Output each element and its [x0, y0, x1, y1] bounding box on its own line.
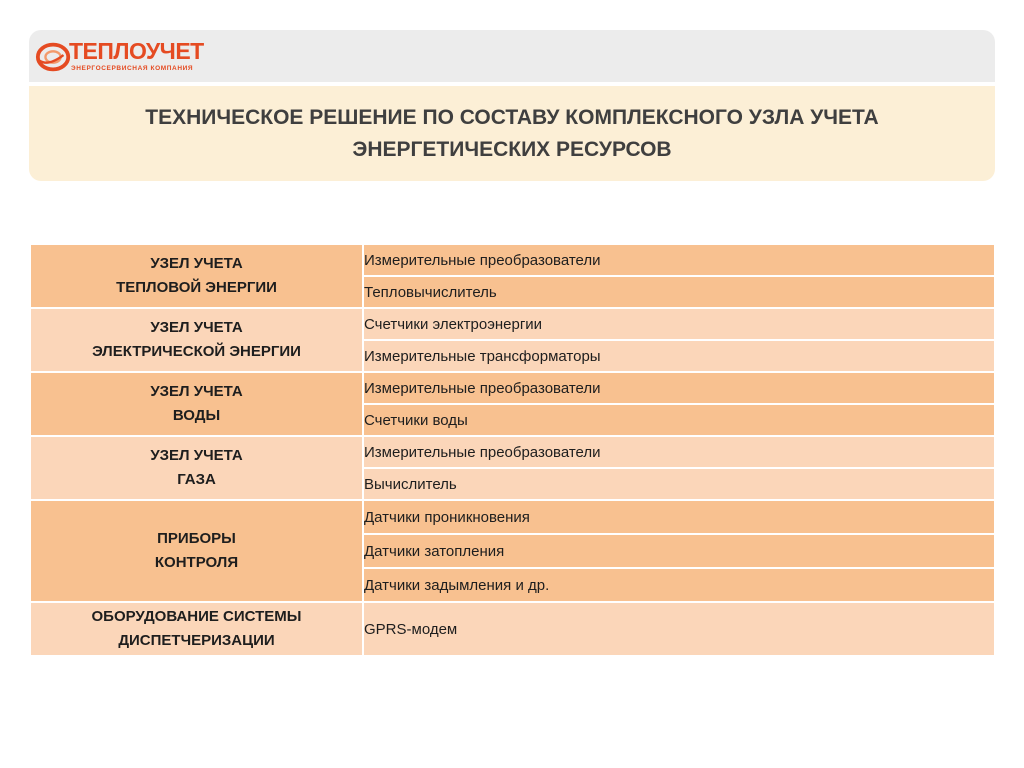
group-cell: ПРИБОРЫ КОНТРОЛЯ — [30, 500, 363, 602]
item-cell: Счетчики воды — [363, 404, 995, 436]
item-cell: Вычислитель — [363, 468, 995, 500]
table-row — [30, 500, 995, 534]
item-cell: Измерительные преобразователи — [363, 244, 995, 276]
item-cell: Счетчики электроэнергии — [363, 308, 995, 340]
logo-name: ТЕПЛОУЧЕТ — [69, 38, 204, 64]
item-cell: Измерительные трансформаторы — [363, 340, 995, 372]
company-logo — [35, 36, 225, 78]
table-row — [30, 244, 995, 276]
table-row — [30, 436, 995, 468]
logo-subtitle: ЭНЕРГОСЕРВИСНАЯ КОМПАНИЯ — [71, 65, 194, 72]
group-cell: УЗЕЛ УЧЕТА ВОДЫ — [30, 372, 363, 436]
table-row — [30, 602, 995, 656]
group-cell: ОБОРУДОВАНИЕ СИСТЕМЫ ДИСПЕТЧЕРИЗАЦИИ — [30, 602, 363, 656]
title-band — [29, 86, 995, 181]
item-cell: Датчики затопления — [363, 534, 995, 568]
group-cell: УЗЕЛ УЧЕТА ТЕПЛОВОЙ ЭНЕРГИИ — [30, 244, 363, 308]
item-cell: Измерительные преобразователи — [363, 372, 995, 404]
group-cell: УЗЕЛ УЧЕТА ЭЛЕКТРИЧЕСКОЙ ЭНЕРГИИ — [30, 308, 363, 372]
item-cell: Датчики задымления и др. — [363, 568, 995, 602]
group-cell: УЗЕЛ УЧЕТА ГАЗА — [30, 436, 363, 500]
item-cell: Измерительные преобразователи — [363, 436, 995, 468]
item-cell: Датчики проникновения — [363, 500, 995, 534]
page-title: ТЕХНИЧЕСКОЕ РЕШЕНИЕ ПО СОСТАВУ КОМПЛЕКСНОГО УЗЛА УЧЕТА ЭНЕРГЕТИЧЕСКИХ РЕСУРСОВ — [145, 105, 879, 161]
equipment-table — [29, 243, 996, 657]
item-cell: Тепловычислитель — [363, 276, 995, 308]
table-row — [30, 372, 995, 404]
table-row — [30, 308, 995, 340]
logo-swirl-icon — [35, 38, 73, 76]
item-cell: GPRS-модем — [363, 602, 995, 656]
